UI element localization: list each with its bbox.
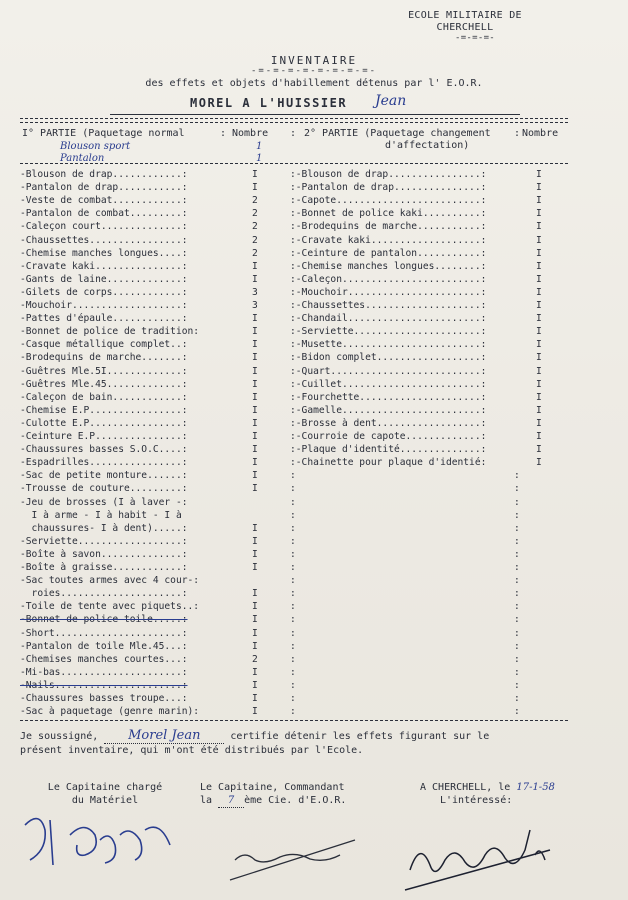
- right-item-count: I: [536, 404, 542, 416]
- table-top-rule-2: [20, 122, 568, 123]
- school-name-line1: ECOLE MILITAIRE DE: [408, 10, 522, 21]
- left-item-label: I à arme - I à habit - I à: [20, 509, 182, 521]
- table-row: [0, 430, 628, 443]
- left-item-count: I: [252, 339, 258, 351]
- right-item-label: :-Bonnet de police kaki..........:: [290, 208, 487, 220]
- left-item-label: -Gants de laine.............:: [20, 273, 188, 285]
- signature-capitaine-commandant: [225, 825, 375, 885]
- column-divider: :: [514, 679, 520, 691]
- right-column-title-2: d'affectation): [385, 140, 470, 151]
- left-item-label: -Serviette..................:: [20, 535, 188, 547]
- table-row: [0, 365, 628, 378]
- table-row: [0, 482, 628, 495]
- right-item-count: I: [536, 326, 542, 338]
- table-row: [0, 456, 628, 469]
- sig-mid-line2: [200, 794, 375, 808]
- table-row: [0, 207, 628, 220]
- column-divider: :: [290, 588, 296, 600]
- left-item-count: I: [252, 169, 258, 180]
- certification-suffix: certifie détenir les effets figurant sur le: [230, 731, 490, 742]
- signature-block-materiel: [40, 781, 170, 807]
- left-item-label: -Chaussures basses troupe...:: [20, 693, 188, 704]
- column-divider: :: [514, 496, 520, 508]
- column-divider: :: [514, 614, 520, 626]
- column-divider: :: [514, 548, 520, 560]
- column-divider: :: [290, 693, 296, 704]
- left-item-label: -Veste de combat............:: [20, 195, 188, 207]
- right-item-label: :-Courroie de capote.............:: [290, 431, 487, 442]
- right-item-label: :-Fourchette.....................:: [290, 391, 487, 403]
- right-item-count: I: [536, 234, 542, 246]
- left-item-label: -Espadrilles................:: [20, 457, 188, 469]
- left-item-label: -Short......................:: [20, 627, 188, 639]
- column-divider: :: [290, 679, 296, 691]
- left-item-label: -Chemise E.P................:: [20, 404, 188, 416]
- left-item-label: -Chemises manches courtes...:: [20, 653, 188, 665]
- left-item-count: I: [252, 562, 258, 573]
- table-row: [0, 548, 628, 561]
- table-row: [0, 351, 628, 364]
- sig-mid-company-handwritten: 7: [218, 794, 244, 808]
- right-item-count: I: [536, 313, 542, 325]
- left-item-label: -Jeu de brosses (I à laver -:: [20, 496, 188, 508]
- left-item-count: I: [252, 666, 258, 678]
- right-item-count: I: [536, 247, 542, 259]
- left-item-label: -Caleçon de bain............:: [20, 391, 188, 403]
- left-item-label: -Boîte à graisse............:: [20, 562, 188, 573]
- certification-prefix: Je soussigné,: [20, 731, 99, 742]
- right-column-count-header: Nombre: [522, 128, 559, 139]
- table-row: [0, 587, 628, 600]
- handwritten-item-2: Pantalon: [60, 153, 105, 164]
- left-item-label: -Guêtres Mle.5I.............:: [20, 365, 188, 377]
- right-item-count: I: [536, 195, 542, 207]
- handwritten-count-1: 1: [256, 141, 263, 152]
- left-item-label: -Bonnet de police de tradition:: [20, 326, 200, 338]
- right-item-count: I: [536, 273, 542, 285]
- sig-left-line2: du Matériel: [71, 795, 139, 806]
- column-divider: :: [514, 470, 520, 482]
- column-divider: :: [514, 522, 520, 534]
- table-row: [0, 247, 628, 260]
- left-item-label: -Sac à paquetage (genre marin):: [20, 706, 200, 718]
- table-row: [0, 600, 628, 613]
- column-divider: :: [514, 575, 520, 587]
- left-item-count: 2: [252, 208, 258, 220]
- left-item-label: -Nails......................:: [20, 679, 188, 691]
- right-item-count: I: [536, 457, 542, 469]
- left-item-label: -Bonnet de police toile.....:: [20, 614, 188, 626]
- left-item-label: -Caleçon court..............:: [20, 221, 188, 233]
- column-divider: :: [290, 483, 296, 495]
- table-bottom-rule: [20, 720, 568, 721]
- left-item-label: -Brodequins de marche.......:: [20, 352, 188, 364]
- left-item-count: I: [252, 548, 258, 560]
- table-row: [0, 312, 628, 325]
- recipient-name-line: [110, 93, 520, 115]
- right-item-label: :-Bidon complet..................:: [290, 352, 487, 364]
- left-item-count: I: [252, 627, 258, 639]
- left-item-count: 2: [252, 234, 258, 246]
- right-item-label: :-Blouson de drap................:: [290, 169, 487, 180]
- table-row: [0, 234, 628, 247]
- certification-name-handwritten: Morel Jean: [104, 729, 224, 744]
- column-divider: :: [290, 666, 296, 678]
- column-divider: :: [514, 509, 520, 521]
- right-item-count: I: [536, 378, 542, 390]
- right-item-count: I: [536, 260, 542, 272]
- left-item-count: I: [252, 706, 258, 718]
- left-item-count: I: [252, 378, 258, 390]
- left-item-count: 3: [252, 300, 258, 311]
- signature-block-commandant: [200, 781, 375, 808]
- right-item-label: :-Mouchoir.......................:: [290, 286, 487, 298]
- table-row: [0, 522, 628, 535]
- table-row: [0, 378, 628, 391]
- school-header: [400, 10, 530, 42]
- sig-right-line2: L'intéressé:: [440, 795, 513, 806]
- handwritten-item-1: Blouson sport: [60, 141, 131, 152]
- left-item-count: I: [252, 444, 258, 456]
- left-item-label: -Gilets de corps............:: [20, 286, 188, 298]
- title-text: INVENTAIRE: [270, 54, 358, 67]
- left-item-label: -Chemise manches longues....:: [20, 247, 188, 259]
- column-divider: :: [290, 522, 296, 534]
- right-item-count: I: [536, 339, 542, 351]
- left-item-count: I: [252, 417, 258, 429]
- signature-interesse: [400, 820, 570, 895]
- right-item-label: :-Cuillet........................:: [290, 378, 487, 390]
- left-item-label: -Chaussettes................:: [20, 234, 188, 246]
- school-dash: -=-=-=-: [454, 33, 496, 43]
- right-item-label: :-Plaque d'identité..............:: [290, 444, 487, 456]
- right-item-label: :-Chaussettes....................:: [290, 300, 487, 311]
- left-item-count: I: [252, 693, 258, 704]
- table-row: [0, 496, 628, 509]
- title-dash: -=-=-=-=-=-=-=-=-: [250, 66, 378, 76]
- right-item-count: I: [536, 365, 542, 377]
- left-item-label: -Boîte à savon..............:: [20, 548, 188, 560]
- table-header-rule: [20, 163, 568, 164]
- left-item-count: I: [252, 679, 258, 691]
- sig-right-date-handwritten: 17-1-58: [516, 782, 555, 793]
- left-item-count: 2: [252, 221, 258, 233]
- column-divider: :: [290, 640, 296, 652]
- table-row: [0, 181, 628, 194]
- right-item-count: I: [536, 391, 542, 403]
- table-row: [0, 666, 628, 679]
- table-row: [0, 220, 628, 233]
- column-divider: :: [514, 535, 520, 547]
- left-item-count: I: [252, 391, 258, 403]
- left-item-label: -Sac toutes armes avec 4 cour-:: [20, 575, 200, 587]
- right-item-label: :-Caleçon........................:: [290, 273, 487, 285]
- left-item-label: -Culotte E.P................:: [20, 417, 188, 429]
- column-divider: :: [290, 575, 296, 587]
- left-column-sep: :: [220, 128, 227, 139]
- table-row: [0, 509, 628, 522]
- column-divider: :: [290, 562, 296, 573]
- sig-right-line1: [420, 781, 610, 794]
- left-item-count: 2: [252, 195, 258, 207]
- left-item-count: I: [252, 313, 258, 325]
- left-item-label: chaussures- I à dent).....:: [20, 522, 188, 534]
- table-row: [0, 443, 628, 456]
- right-item-label: :-Ceinture de pantalon...........:: [290, 247, 487, 259]
- right-item-label: :-Cravate kaki...................:: [290, 234, 487, 246]
- right-item-label: :-Capote.........................:: [290, 195, 487, 207]
- left-item-label: -Blouson de drap............:: [20, 169, 188, 180]
- right-item-count: I: [536, 431, 542, 442]
- left-item-count: I: [252, 614, 258, 626]
- table-row: [0, 535, 628, 548]
- left-item-label: -Casque métallique complet..:: [20, 339, 188, 351]
- handwritten-count-2: 1: [256, 153, 263, 164]
- right-item-count: I: [536, 286, 542, 298]
- left-item-count: 2: [252, 247, 258, 259]
- column-divider: :: [514, 483, 520, 495]
- table-row: [0, 705, 628, 718]
- table-row: [0, 640, 628, 653]
- column-divider: :: [290, 601, 296, 613]
- right-item-label: :-Pantalon de drap...............:: [290, 182, 487, 194]
- document-title: [0, 54, 628, 75]
- column-divider: :: [290, 627, 296, 639]
- certification-line2: présent inventaire, qui m'ont été distribués par l'Ecole.: [20, 745, 364, 756]
- left-item-count: I: [252, 365, 258, 377]
- left-item-count: I: [252, 326, 258, 338]
- table-row: [0, 273, 628, 286]
- column-divider: :: [290, 706, 296, 718]
- table-row: [0, 260, 628, 273]
- recipient-name-handwritten: Jean: [375, 93, 407, 109]
- table-row: [0, 299, 628, 312]
- right-item-label: :-Brodequins de marche...........:: [290, 221, 487, 233]
- table-row: [0, 338, 628, 351]
- right-column-sep: :: [514, 128, 521, 139]
- left-item-label: -Pantalon de combat.........:: [20, 208, 188, 220]
- right-item-label: :-Brosse à dent..................:: [290, 417, 487, 429]
- left-item-label: -Trousse de couture.........:: [20, 483, 188, 495]
- left-item-count: I: [252, 404, 258, 416]
- sig-right-prefix: A CHERCHELL, le: [420, 782, 511, 793]
- table-row: [0, 561, 628, 574]
- right-item-count: I: [536, 208, 542, 220]
- table-row: [0, 325, 628, 338]
- left-item-count: I: [252, 535, 258, 547]
- left-item-label: -Ceinture E.P...............:: [20, 431, 188, 442]
- table-row: [0, 613, 628, 626]
- right-item-label: :-Serviette......................:: [290, 326, 487, 338]
- table-row: [0, 692, 628, 705]
- left-item-count: I: [252, 601, 258, 613]
- left-item-count: I: [252, 352, 258, 364]
- table-row: [0, 627, 628, 640]
- recipient-name-typed: MOREL A L'HUISSIER: [190, 96, 348, 110]
- left-item-label: -Pantalon de toile Mle.45...:: [20, 640, 188, 652]
- right-item-label: :-Quart..........................:: [290, 365, 487, 377]
- column-divider: :: [290, 496, 296, 508]
- column-divider: :: [290, 548, 296, 560]
- column-divider: :: [290, 509, 296, 521]
- sig-mid-prefix: la: [200, 795, 213, 806]
- sig-left-line1: Le Capitaine chargé: [47, 782, 163, 793]
- left-item-label: -Mouchoir...................:: [20, 300, 188, 311]
- table-row: [0, 417, 628, 430]
- left-column-count-header: Nombre: [232, 128, 269, 139]
- column-divider: :: [514, 693, 520, 704]
- column-divider: :: [514, 627, 520, 639]
- table-row: [0, 404, 628, 417]
- left-item-count: I: [252, 260, 258, 272]
- left-item-label: -Chaussures basses S.O.C....:: [20, 444, 188, 456]
- left-item-label: -Sac de petite monture......:: [20, 470, 188, 482]
- document-subtitle: des effets et objets d'habillement détenus par l' E.O.R.: [145, 78, 483, 89]
- column-divider: :: [514, 588, 520, 600]
- signature-block-interesse: [420, 781, 610, 807]
- column-divider: :: [290, 470, 296, 482]
- column-divider: :: [514, 562, 520, 573]
- right-column-title: 2° PARTIE (Paquetage changement: [304, 128, 491, 139]
- left-item-count: I: [252, 640, 258, 652]
- table-row: [0, 679, 628, 692]
- right-item-count: I: [536, 169, 542, 180]
- column-divider: :: [514, 601, 520, 613]
- left-item-count: I: [252, 182, 258, 194]
- table-row: [0, 194, 628, 207]
- certification-block: [20, 729, 580, 758]
- column-divider-header: :: [290, 128, 297, 139]
- left-item-count: I: [252, 522, 258, 534]
- table-row: [0, 286, 628, 299]
- table-row: [0, 653, 628, 666]
- right-item-count: I: [536, 444, 542, 456]
- right-item-label: :-Musette........................:: [290, 339, 487, 351]
- left-item-label: -Mi-bas.....................:: [20, 666, 188, 678]
- right-item-label: :-Chemise manches longues........:: [290, 260, 487, 272]
- left-item-count: I: [252, 588, 258, 600]
- table-row: [0, 574, 628, 587]
- left-item-count: I: [252, 273, 258, 285]
- column-divider: :: [514, 706, 520, 718]
- right-item-count: I: [536, 182, 542, 194]
- signature-capitaine-materiel: [15, 805, 185, 875]
- right-item-count: I: [536, 221, 542, 233]
- column-divider: :: [290, 614, 296, 626]
- sig-mid-suffix: ème Cie. d'E.O.R.: [244, 795, 347, 806]
- left-item-label: -Pantalon de drap...........:: [20, 182, 188, 194]
- right-item-count: I: [536, 300, 542, 311]
- left-item-label: -Toile de tente avec piquets..:: [20, 601, 200, 613]
- column-divider: :: [290, 535, 296, 547]
- left-item-count: I: [252, 483, 258, 495]
- certification-line1: [20, 729, 580, 744]
- right-item-label: :-Chandail.......................:: [290, 313, 487, 325]
- table-row: [0, 469, 628, 482]
- left-item-count: I: [252, 431, 258, 442]
- left-item-count: I: [252, 470, 258, 482]
- table-row: [0, 168, 628, 181]
- left-item-label: -Guêtres Mle.45.............:: [20, 378, 188, 390]
- left-item-count: I: [252, 457, 258, 469]
- left-item-label: roies.....................:: [20, 588, 188, 600]
- right-item-label: :-Chainette pour plaque d'identié:: [290, 457, 487, 469]
- left-column-title: I° PARTIE (Paquetage normal: [22, 128, 185, 139]
- column-divider: :: [514, 640, 520, 652]
- column-divider: :: [514, 666, 520, 678]
- left-item-count: 3: [252, 286, 258, 298]
- left-item-count: 2: [252, 653, 258, 665]
- column-divider: :: [290, 653, 296, 665]
- school-name-line2: CHERCHELL: [436, 22, 494, 33]
- left-item-label: -Pattes d'épaule............:: [20, 313, 188, 325]
- right-item-count: I: [536, 417, 542, 429]
- left-item-label: -Cravate kaki...............:: [20, 260, 188, 272]
- right-item-label: :-Gamelle........................:: [290, 404, 487, 416]
- table-top-rule: [20, 118, 568, 119]
- sig-mid-line1: Le Capitaine, Commandant: [200, 782, 345, 793]
- right-item-count: I: [536, 352, 542, 364]
- column-divider: :: [514, 653, 520, 665]
- table-row: [0, 391, 628, 404]
